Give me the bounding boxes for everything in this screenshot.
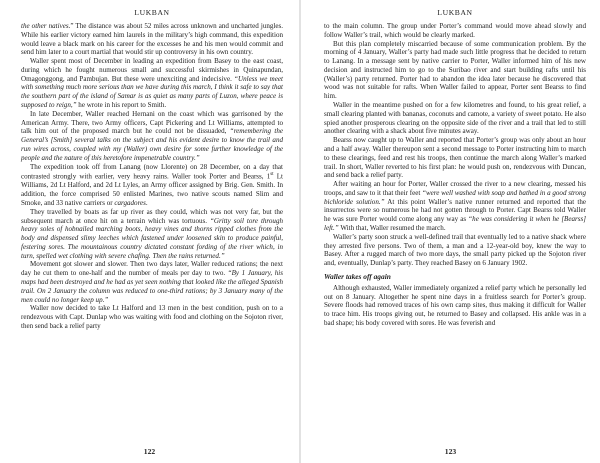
text-run: Waller in the meantime pushed on for a few kilometres and found, to his great relief, a small clearing planted with bananas, coconuts and camote, a variety of sweet potato. He also spied another prosperous clearing on the opposite side of the river and a trail that led to still another clearing with a shack about five minutes away. [324,101,586,136]
section-heading: Waller takes off again [324,271,391,281]
text-run: Lt Williams, 2d Lt Halford, and 2d Lt Lyles, an Army officer assigned by Brig. Gen. Smith. In addition, the force comprised 50 enlisted Marines, two native scouts named Slim and Smoke, and 33 native carriers or [21,172,283,207]
paragraph [324,101,586,136]
text-run: “were well washed with soap and bathed in a good strong bichloride solution.” [324,188,586,206]
left-page [0,0,299,463]
paragraph [21,260,283,304]
text-run: Waller spent most of December in leading an expedition from Basey to the east coast, during which he fought numerous small and successful skirmishes in Quinapundan, Omagonggong, and Pambujan. But these were unexciting and indecisive. [21,57,283,83]
text-run: “By 1 January, his maps had been destroyed and he had as yet seen nothing that looked like the alleged Spanish trail. On 2 January the column was reduced to one-third rations; by 3 January many of the men could no longer keep up.” [21,269,283,304]
text-run: In late December, Waller reached Hernani on the coast which was garrisoned by the American Army. There, two Army officers, Capt Pickering and Lt Williams, attempted to talk him out of the proposed march but he could not be dissuaded, [21,109,283,136]
text-run: Although exhausted, Waller immediately organized a relief party which he personally led out on 8 January. Altogether he spent nine days in a fruitless search for Porter’s group. Severe floods had removed traces of his own camp sites, thus making it difficult for Waller to trace him. His troops giving out, he returned to Basey and collapsed. His ankle was in a bad shape; his body covered with sores. He was feverish and [324,283,586,327]
text-run: Waller’s party soon struck a well-defined trail that eventually led to a native shack where they arrested five persons. Two of them, a man and a 12-year-old boy, knew the way to Basey. After a rugged march of two more days, the small party picked up the Sojoton river and, eventually, Dunlap’s party. They reached Basey on 6 January 1902. [324,232,586,268]
paragraph [324,40,586,101]
text-run: ” The distance was about 52 miles across unknown and uncharted jungles. While his earlier victory earned him laurels in the military’s high command, this expedition would leave a black mark on his career for the excesses he and his men would commit and send him later to a court martial that would stir up controversy in his own country. [21,22,283,57]
paragraph [21,22,283,57]
text-run: The expedition took off from Lanang (now Llorente) on 28 December, on a day that contrasted strongly with earlier, very heavy rains. Waller took Porter and Bearss, 1 [21,162,283,181]
text-run: “Gritty soil tore through heavy soles of hobnailed marching boots, heavy vines and thorns ripped clothes from the body and dispensed slimy leeches which fastened under loosened skin to produce painful, festering sores. The mountainous country dictated constant fording of the river which, in turn, spelled wet clothing with severe chafing. Then the rains returned.” [21,216,283,260]
text-run: Waller now decided to take Lt Halford and 13 men in the best condition, push on to a rendezvous with Capt. Dunlap who was waiting with food and clothing on the Sojoton river, then send back a relief party [21,304,283,330]
text-run: “remembering the General’s [Smith] several talks on the subject and his evident desire to know the trail and run wires across, coupled with my (Waller) own desire for some further knowledge of the people and the nature of this heretofore impenetrable country.” [21,127,283,162]
text-run: st [270,172,274,178]
paragraph [324,284,586,328]
paragraph [21,110,283,163]
text-run: “Unless we meet with something much more serious than we have during this march, I think it safe to say that the southern part of the island of Samar is as quiet as many parts of Luzon, where peace is supposed to reign,” [21,74,283,110]
text-run: . [145,198,148,207]
running-header: LUKBAN [437,8,473,17]
text-run: After waiting an hour for Porter, Waller crossed the river to a new clearing, messed his troops, and saw to it that their feet [324,180,586,197]
page-number: 123 [444,447,457,456]
text-run: Movement got slower and slower. Then two days later, Waller reduced rations; the next day he cut them to one-half and the number of meals per day to two. [21,260,283,278]
page-number: 122 [143,447,156,456]
paragraph [324,180,586,233]
paragraph [21,304,283,330]
body-text [21,22,283,331]
paragraph [324,22,586,40]
paragraph [324,136,586,180]
text-run: cargadores [114,198,146,207]
paragraph [21,163,283,208]
body-text [324,22,586,328]
paragraph [324,233,586,268]
text-run: With that, Waller resumed the march. [338,223,446,232]
paragraph [21,208,283,261]
text-run: But this plan completely miscarried because of some communication problem. By the morning of 4 January, Waller’s party had made such little progress that he decided to return to Lanang. In a message sent by native carrier to Porter, Waller informed him of his new decision and instructed him to go to the Suribao river and start building rafts until his (Waller’s) party returned. Porter had to abandon the idea later because he discovered that wood was not suitable for rafts. When Waller failed to appear, Porter sent Bearss to find him. [324,39,586,101]
text-run: “he was considering it when he [Bearss] left.” [324,215,586,232]
text-run: At this point Waller’s native runner returned and reported that the insurrectos were so numerous he had not gotten through to Porter. Capt Bearss told Waller he was sure Porter would come along any way as [324,197,586,224]
running-header: LUKBAN [134,8,170,17]
text-run: he wrote in his report to Smith. [76,101,167,110]
text-run: to the main column. The group under Porter’s command would move ahead slowly and follow Waller’s trail, which would be clearly marked. [324,22,586,39]
text-run: They travelled by boats as far up river as they could, which was not very far, but the subsequent march at once hit on a terrain which was tortuous. [21,207,283,225]
paragraph [21,57,283,110]
text-run: the other natives. [21,22,71,30]
right-page [301,0,600,463]
text-run: Bearss now caught up to Waller and reported that Porter’s group was only about an hour and a half away. Waller thereupon sent a second message to Porter instructing him to march to these clearings, feed and rest his troops, then continue the march along Waller’s marked trail. In short, Waller reverted to his first plan: he would push on, rendezvous with Duncan, and send back a relief party. [324,136,586,180]
